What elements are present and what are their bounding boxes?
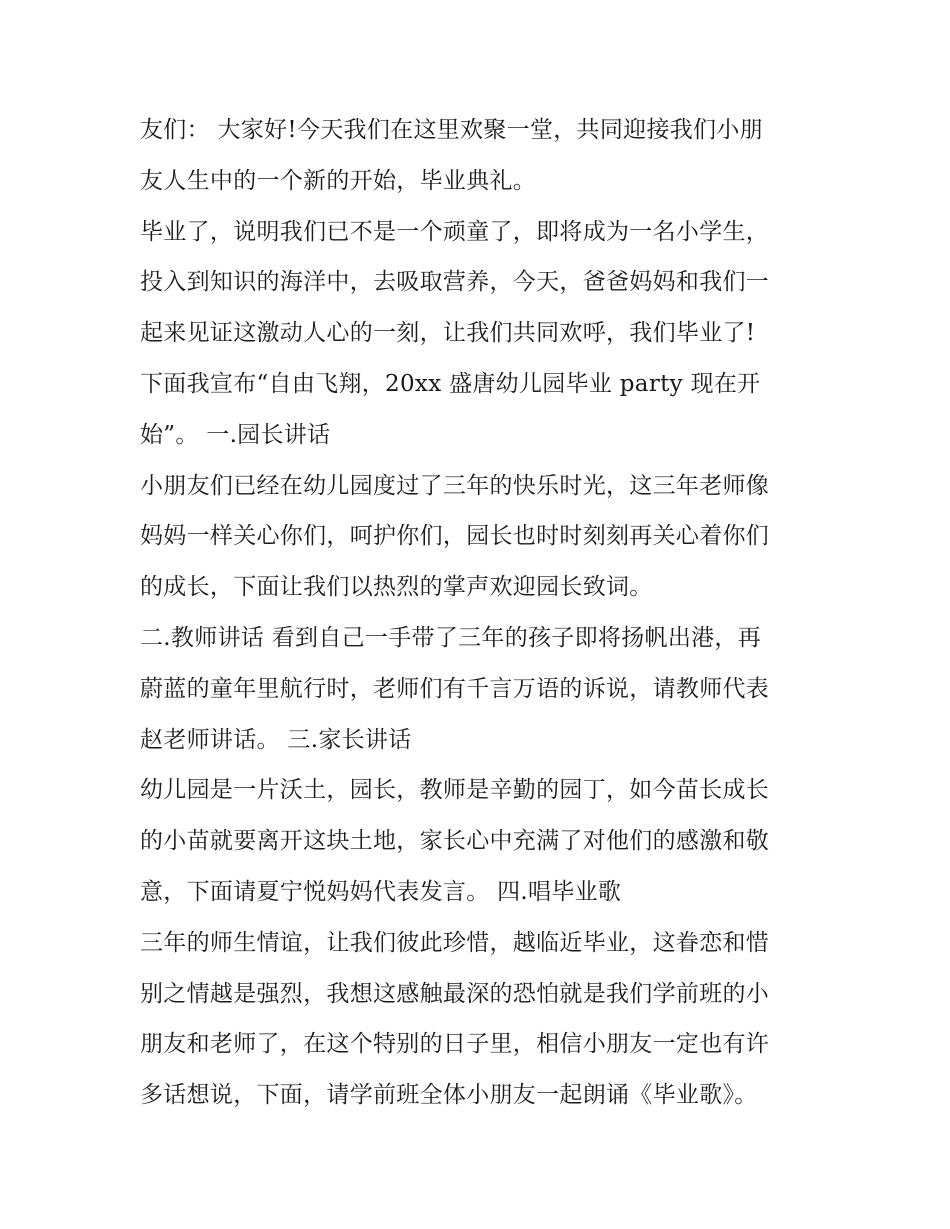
text-line: 朋友和老师了，在这个特别的日子里，相信小朋友一定也有许 (140, 1031, 770, 1058)
text-line: 的成长，下面让我们以热烈的掌声欢迎园长致词。 (140, 574, 653, 601)
text-line: 多话想说，下面，请学前班全体小朋友一起朗诵《毕业歌》。 (140, 1082, 758, 1109)
text-line: 友人生中的一个新的开始，毕业典礼。 (140, 167, 537, 194)
text-line: 意，下面请夏宁悦妈妈代表发言。 四.唱毕业歌 (140, 878, 622, 905)
text-line: 三年的师生情谊，让我们彼此珍惜，越临近毕业，这眷恋和惜 (140, 929, 770, 956)
text-line: 赵老师讲话。 三.家长讲话 (140, 726, 412, 753)
text-line: 妈妈一样关心你们，呵护你们，园长也时时刻刻再关心着你们 (140, 523, 770, 550)
text-line: 友们： 大家好!今天我们在这里欢聚一堂，共同迎接我们小朋 (140, 117, 763, 143)
text-line: 下面我宣布“自由飞翔，20xx 盛唐幼儿园毕业 party 现在开 (140, 370, 761, 397)
text-line: 别之情越是强烈，我想这感触最深的恐怕就是我们学前班的小 (140, 980, 770, 1007)
text-line: 起来见证这激动人心的一刻，让我们共同欢呼，我们毕业了! (140, 320, 756, 347)
text-line: 幼儿园是一片沃土，园长，教师是辛勤的园丁，如今苗长成长 (140, 777, 770, 804)
text-line: 的小苗就要离开这块土地，家长心中充满了对他们的感激和敬 (140, 828, 770, 855)
text-line: 小朋友们已经在幼儿园度过了三年的快乐时光，这三年老师像 (140, 472, 770, 499)
text-line: 蔚蓝的童年里航行时，老师们有千言万语的诉说，请教师代表 (140, 675, 770, 702)
text-line: 毕业了，说明我们已不是一个顽童了，即将成为一名小学生， (140, 218, 770, 245)
text-line: 二.教师讲话 看到自己一手带了三年的孩子即将扬帆出港，再 (140, 624, 762, 651)
text-line: 投入到知识的海洋中，去吸取营养，今天，爸爸妈妈和我们一 (140, 269, 770, 296)
text-line: 始”。 一.园长讲话 (140, 421, 331, 448)
document-body (140, 105, 820, 1121)
